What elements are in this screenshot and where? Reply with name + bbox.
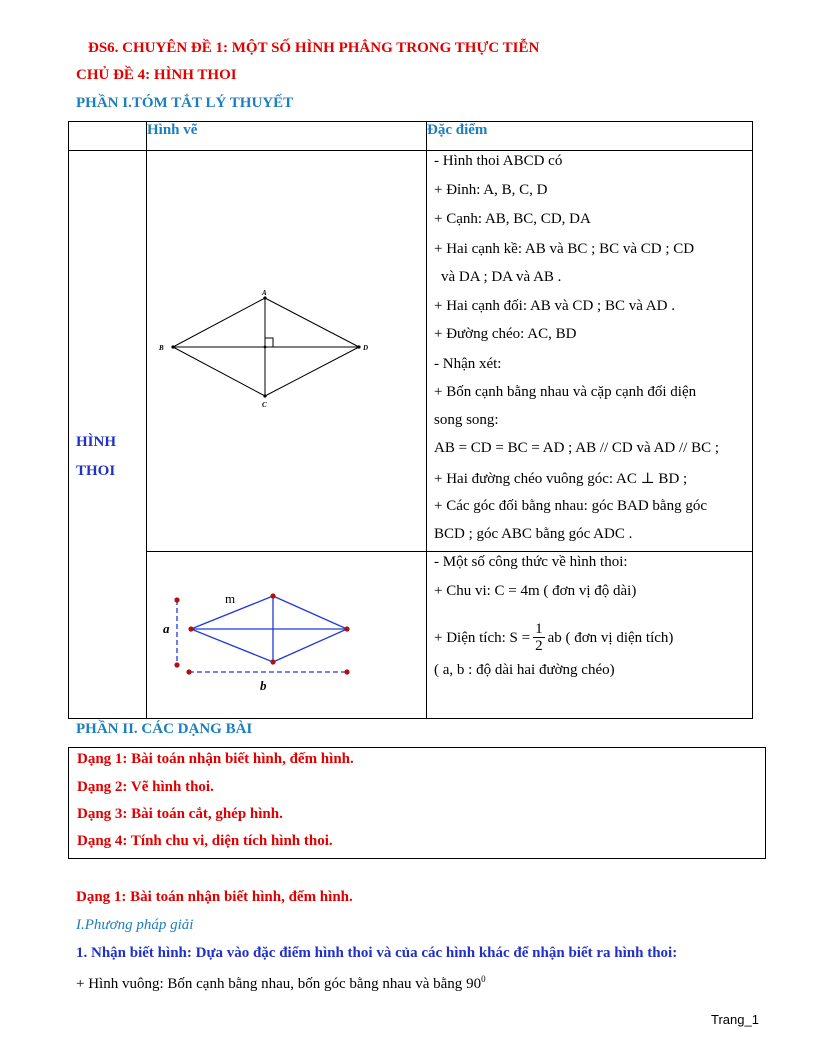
label-a-side: a [163, 621, 170, 636]
square-description: + Hình vuông: Bốn cạnh bằng nhau, bốn góc bằng nhau và bằng [76, 976, 467, 992]
features-cell [427, 151, 753, 552]
label-m: m [225, 591, 236, 606]
section-heading: Dạng 1: Bài toán nhận biết hình, đếm hình. [76, 889, 353, 905]
type-4: Dạng 4: Tính chu vi, diện tích hình thoi. [77, 833, 333, 849]
vertex-b [171, 345, 174, 348]
feature-line-11: AB = CD = BC = AD ; AB // CD và AD // BC ; [434, 440, 720, 456]
point-a-top [174, 597, 179, 602]
point-b-left [186, 669, 191, 674]
figure-cell-2 [147, 552, 427, 719]
table-header-empty [69, 122, 147, 151]
rhombus-top-vertex [270, 593, 275, 598]
label-a: A [262, 289, 267, 297]
row-label-cell [69, 151, 147, 719]
feature-line-7: + Đường chéo: AC, BD [434, 326, 577, 342]
label-c: C [262, 401, 267, 409]
area-suffix: ab ( đơn vị diện tích) [547, 630, 674, 646]
row-label-line2: THOI [76, 463, 116, 479]
topic-title: CHỦ ĐỀ 4: HÌNH THOI [76, 67, 237, 83]
feature-line-2: + Đỉnh: A, B, C, D [434, 182, 548, 198]
rhombus-right-vertex [344, 626, 349, 631]
label-d: D [363, 344, 369, 352]
table-header-figure: Hình vẽ [147, 122, 427, 151]
square-degree: 0 [481, 974, 486, 984]
feature-line-13: + Các góc đối bằng nhau: góc BAD bằng góc [434, 498, 707, 514]
feature-line-5: và DA ; DA và AB . [441, 269, 562, 285]
part2-title: PHẦN II. CÁC DẠNG BÀI [76, 721, 253, 737]
figure-cell-1 [147, 151, 427, 552]
square-value: 90 [466, 976, 482, 992]
side-ab [173, 298, 265, 347]
center-point [264, 346, 267, 349]
formula-note: ( a, b : độ dài hai đường chéo) [434, 662, 615, 678]
formulas-cell [427, 552, 753, 719]
type-2: Dạng 2: Vẽ hình thoi. [77, 779, 214, 795]
page-number: Trang_1 [711, 1012, 759, 1027]
feature-line-8: - Nhận xét: [434, 356, 502, 372]
label-b-side: b [260, 678, 267, 693]
vertex-d [357, 345, 360, 348]
vertex-c [263, 394, 266, 397]
rhombus-formula-figure [147, 552, 425, 716]
type-3: Dạng 3: Bài toán cắt, ghép hình. [77, 806, 283, 822]
area-numerator: 1 [535, 621, 543, 637]
type-1: Dạng 1: Bài toán nhận biết hình, đếm hình. [77, 751, 354, 767]
point-b-right [344, 669, 349, 674]
formula-perimeter: + Chu vi: C = 4m ( đơn vị độ dài) [434, 583, 637, 599]
side-bc [173, 347, 265, 396]
feature-line-9: + Bốn cạnh bằng nhau và cặp cạnh đối diện [434, 384, 697, 400]
types-box [68, 747, 766, 859]
document-title: ĐS6. CHUYÊN ĐỀ 1: MỘT SỐ HÌNH PHẲNG TRONG THỰC TIỄN [88, 40, 540, 56]
feature-line-3: + Cạnh: AB, BC, CD, DA [434, 211, 591, 227]
formula-intro: - Một số công thức về hình thoi: [434, 554, 628, 570]
square-text [76, 974, 486, 993]
side-cd [265, 347, 359, 396]
formula-area [434, 622, 673, 655]
right-angle-mark [265, 338, 273, 347]
theory-table [68, 121, 753, 719]
label-b: B [159, 344, 164, 352]
area-fraction [533, 621, 545, 654]
point-a-bottom [174, 662, 179, 667]
feature-line-14: BCD ; góc ABC bằng góc ADC . [434, 526, 633, 542]
area-denominator: 2 [535, 638, 543, 654]
side-ad [265, 298, 359, 347]
row-label-line1: HÌNH [76, 434, 117, 450]
feature-line-10: song song: [434, 412, 499, 428]
feature-line-4: + Hai cạnh kề: AB và BC ; BC và CD ; CD [434, 241, 695, 257]
feature-line-6: + Hai cạnh đối: AB và CD ; BC và AD . [434, 298, 675, 314]
item-1-text: 1. Nhận biết hình: Dựa vào đặc điểm hình thoi và của các hình khác để nhận biết ra hình thoi: [76, 945, 678, 961]
rhombus-left-vertex [188, 626, 193, 631]
area-prefix: + Diện tích: S = [434, 630, 531, 646]
method-heading: I.Phương pháp giải [76, 917, 194, 933]
table-header-features: Đặc điểm [427, 122, 753, 151]
feature-line-1: - Hình thoi ABCD có [434, 153, 563, 169]
feature-line-12: + Hai đường chéo vuông góc: AC ⊥ BD ; [434, 471, 688, 487]
part1-title: PHẦN I.TÓM TẮT LÝ THUYẾT [76, 95, 294, 111]
rhombus-bottom-vertex [270, 659, 275, 664]
rhombus-figure [147, 151, 425, 549]
